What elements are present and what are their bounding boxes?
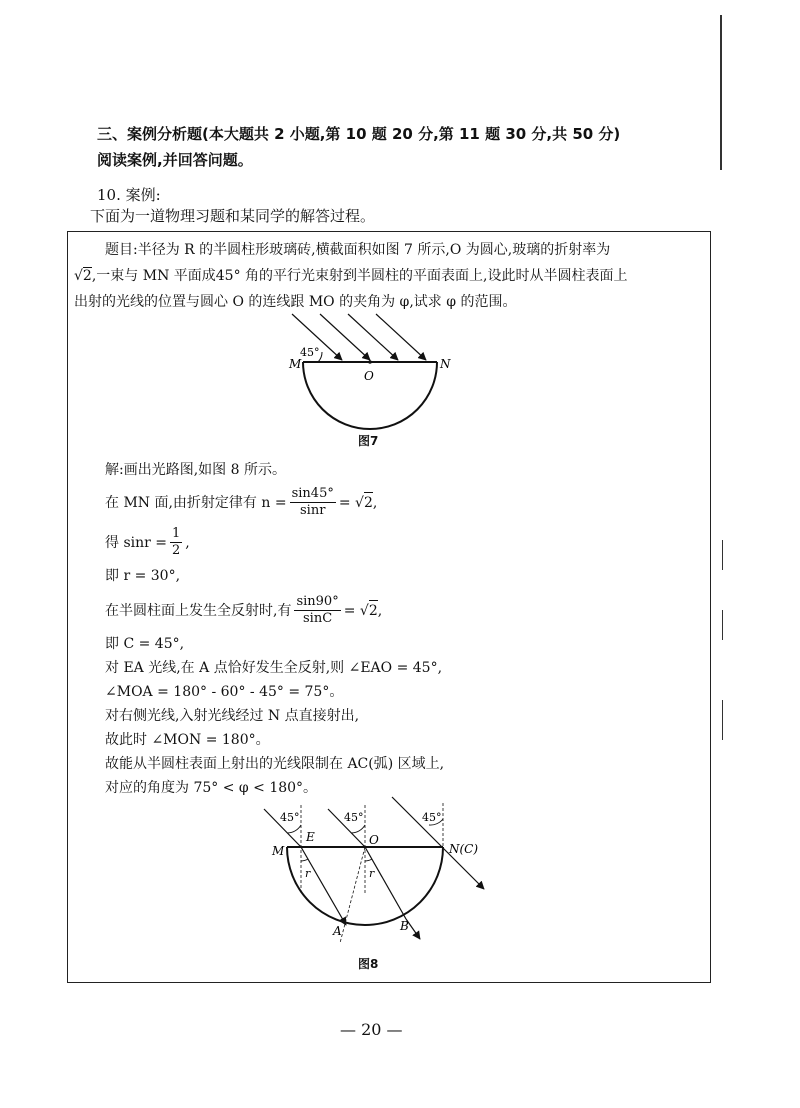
- label-b: B: [400, 919, 409, 933]
- solution-line-4: 即 r = 30°,: [105, 568, 181, 584]
- s3-suffix: ,: [185, 534, 190, 551]
- angle-label: 45°: [300, 346, 320, 359]
- s5-prefix: 在半圆柱面上发生全反射时,有: [105, 602, 292, 619]
- angle-arc: [287, 825, 301, 833]
- label-m: M: [272, 844, 285, 858]
- normal-line-a: [340, 847, 365, 943]
- fraction: [294, 594, 340, 627]
- light-ray: [320, 314, 370, 360]
- label-m: M: [289, 357, 302, 371]
- question-number: 10. 案例:: [97, 186, 161, 204]
- sqrt-symbol: √: [355, 494, 364, 511]
- margin-mark: [722, 610, 723, 640]
- fraction: [290, 486, 336, 519]
- figure-8-caption: 图8: [358, 957, 379, 971]
- problem-line-2-text: ,一束与 MN 平面成45° 角的平行光束射到半圆柱的平面表面上,设此时从半圆柱表面上: [91, 268, 628, 284]
- label-o: O: [364, 369, 374, 383]
- label-r1: r: [305, 867, 311, 880]
- angle-arc-r: [365, 859, 372, 861]
- angle-arc-r: [301, 859, 308, 861]
- denominator: sinr: [300, 503, 326, 518]
- denominator: 2: [172, 543, 181, 558]
- solution-line-9: 对右侧光线,入射光线经过 N 点直接射出,: [105, 708, 360, 724]
- solution-line-5: [105, 594, 382, 627]
- solution-line-3: [105, 526, 190, 559]
- label-r2: r: [369, 867, 375, 880]
- solution-line-10: 故此时 ∠MON = 180°。: [105, 732, 270, 748]
- sqrt-value: 2: [364, 492, 373, 513]
- page-number: — 20 —: [340, 1020, 403, 1039]
- solution-line-2: [105, 486, 377, 519]
- denominator: sinC: [303, 611, 333, 626]
- s2-prefix: 在 MN 面,由折射定律有 n =: [105, 494, 287, 511]
- label-nc: N(C): [449, 842, 479, 856]
- problem-line-1: 题目:半径为 R 的半圆柱形玻璃砖,横截面积如图 7 所示,O 为圆心,玻璃的折射率为: [105, 242, 611, 258]
- solution-line-8: ∠MOA = 180° - 60° - 45° = 75°。: [105, 684, 344, 700]
- sqrt-value: 2: [369, 600, 378, 621]
- sqrt-value: 2: [82, 268, 92, 284]
- solution-line-11: 故能从半圆柱表面上射出的光线限制在 AC(弧) 区域上,: [105, 756, 445, 772]
- figure-7-caption: 图7: [358, 434, 379, 448]
- s3-prefix: 得 sinr =: [105, 534, 168, 551]
- angle-label-3: 45°: [422, 811, 442, 824]
- s5-suffix: ,: [377, 602, 383, 619]
- margin-mark: [722, 700, 723, 740]
- section-instruction: 阅读案例,并回答问题。: [97, 151, 253, 169]
- angle-arc: [351, 825, 365, 833]
- solution-line-7: 对 EA 光线,在 A 点恰好发生全反射,则 ∠EAO = 45°,: [105, 660, 443, 676]
- numerator: sin45°: [291, 486, 334, 501]
- solution-line-12: 对应的角度为 75° < φ < 180°。: [105, 780, 318, 796]
- angle-label-1: 45°: [280, 811, 300, 824]
- refracted-ray-ob: [365, 847, 406, 919]
- equals: =: [338, 494, 351, 511]
- label-o: O: [369, 833, 379, 847]
- section-heading: 三、案例分析题(本大题共 2 小题,第 10 题 20 分,第 11 题 30 分,共 50 分): [97, 125, 621, 143]
- light-ray: [376, 314, 426, 360]
- label-a: A: [333, 924, 342, 938]
- label-n: N: [440, 357, 451, 371]
- label-e: E: [306, 830, 315, 844]
- problem-line-2: [74, 266, 628, 286]
- fraction: [170, 526, 182, 559]
- sqrt-symbol: √: [359, 602, 369, 619]
- light-ray: [348, 314, 398, 360]
- solution-line-1: 解:画出光路图,如图 8 所示。: [105, 462, 286, 478]
- question-intro: 下面为一道物理习题和某同学的解答过程。: [90, 207, 376, 225]
- sqrt-symbol: √: [74, 268, 83, 284]
- problem-line-3: 出射的光线的位置与圆心 O 的连线跟 MO 的夹角为 φ,试求 φ 的范围。: [74, 294, 517, 310]
- figure-8: [262, 795, 502, 955]
- center-point-o: [368, 360, 372, 364]
- angle-label-2: 45°: [344, 811, 364, 824]
- margin-line: [720, 15, 722, 170]
- s2-suffix: ,: [372, 494, 378, 511]
- solution-line-6: 即 C = 45°,: [105, 636, 185, 652]
- equals: =: [343, 602, 356, 619]
- margin-mark: [722, 540, 723, 570]
- numerator: 1: [172, 526, 181, 541]
- numerator: sin90°: [296, 594, 339, 609]
